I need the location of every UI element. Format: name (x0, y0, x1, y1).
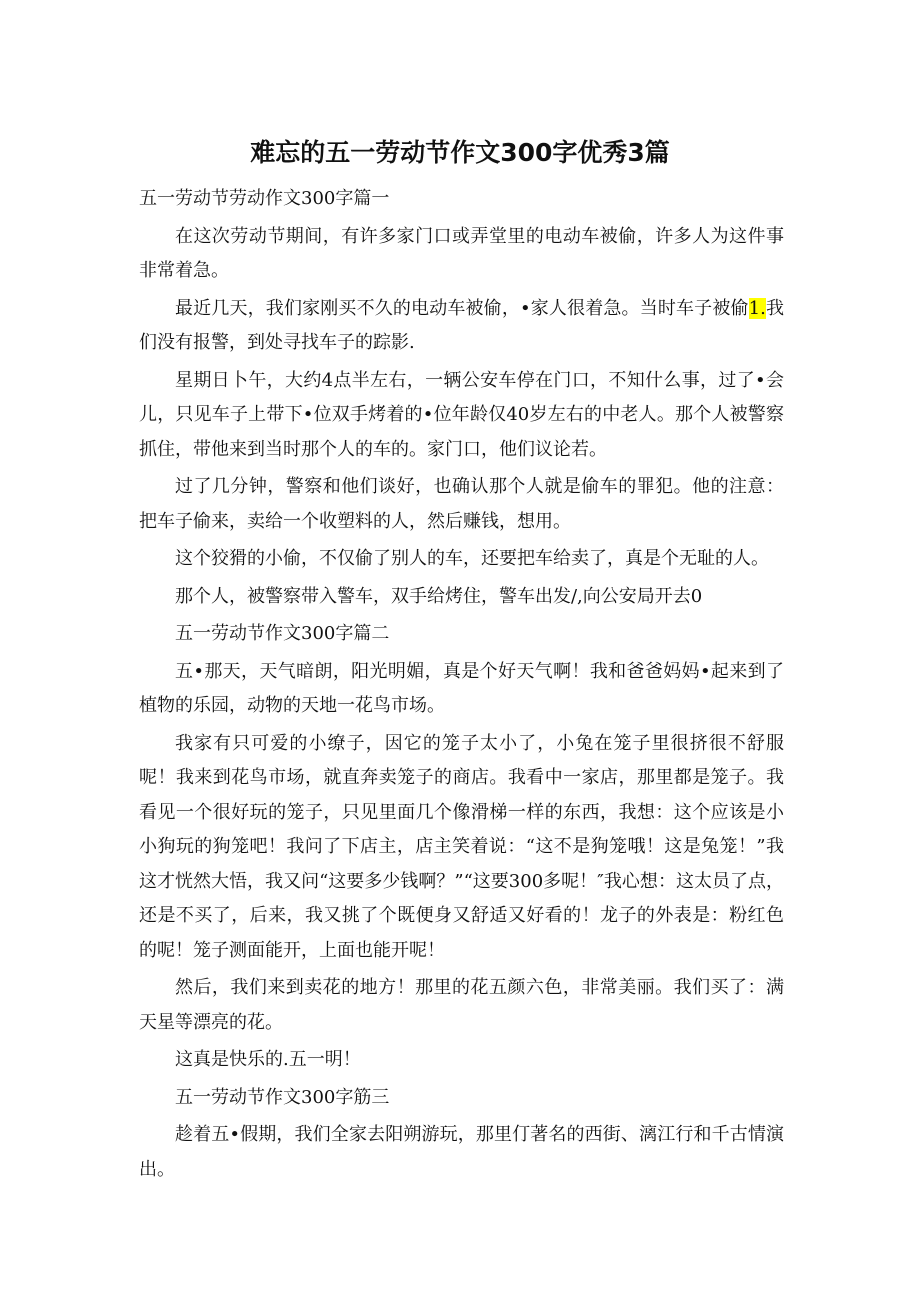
section-1-paragraph-5: 这个狡猾的小偷，不仅偷了别人的车，还要把车给卖了，真是个无耻的人。 (175, 548, 769, 569)
section-2-paragraph-1: 五•那天，天气暗朗，阳光明媚，真是个好天气啊！我和爸爸妈妈•起来到了植物的乐园，动物的天地一花鸟市场。 (139, 660, 784, 716)
section-2-heading: 五一劳动节作文300字篇二 (175, 623, 390, 644)
paragraph-2-text-end: 我们没有报警，到处寻找车子的踪影. (139, 297, 785, 353)
section-1-paragraph-4: 过了几分钟，警察和他们谈好，也确认那个人就是偷车的罪犯。他的注意：把车子偷来，卖给一个收塑料的人，然后赚钱，想用。 (139, 476, 784, 532)
section-3-heading: 五一劳动节作文300字筋三 (175, 1086, 390, 1108)
document-title: 难忘的五一劳动节作文300字优秀3篇 (250, 138, 670, 167)
section-1-paragraph-2 (139, 292, 784, 361)
highlighted-mark: 1. (748, 297, 766, 319)
section-1-paragraph-1: 在这次劳动节期间，有许多家门口或弄堂里的电动车被偷，许多人为这件事非常着急。 (139, 225, 784, 281)
document-body (139, 182, 784, 1187)
paragraph-2-text-start: 最近几天，我们家刚买不久的电动车被偷，•家人很着急。当时车子被偷 (175, 297, 749, 319)
section-2-paragraph-3: 然后，我们来到卖花的地方！那里的花五颜六色，非常美丽。我们买了：满天星等漂亮的花。 (139, 977, 784, 1033)
section-3-paragraph-1: 趁着五•假期，我们全家去阳朔游玩，那里仃著名的西街、漓江行和千古情演出。 (139, 1124, 784, 1180)
section-2-paragraph-4: 这真是快乐的.五一明！ (175, 1049, 361, 1070)
section-1-heading: 五一劳动节劳动作文300字篇一 (139, 188, 390, 209)
section-2-paragraph-2: 我家有只可爱的小缭子，因它的笼子太小了，小兔在笼子里很挤很不舒服呢！我来到花鸟市场，就直奔卖笼子的商店。我看中一家店，那里都是笼子。我看见一个很好玩的笼子，只见里面几个像滑梯一样的东西，我想：这个应该是小小狗玩的狗笼吧！我问了下店主，店主笑着说：“这不是狗笼哦！这是兔笼！”我这才恍然大悟，我又问“这要多少钱啊？”“这要300多呢！″我心想：这太员了点，还是不买了，后来，我又挑了个既便身又舒适又好看的！龙子的外表是：粉红色的呢！笼子测面能开，上面也能开呢！ (139, 732, 784, 961)
section-1-paragraph-3: 星期日卜午，大约4点半左右，一辆公安车停在门口，不知什么事，过了•会儿，只见车子上带下•位双手烤着的•位年龄仅40岁左右的中老人。那个人被警察抓住，带他来到当时那个人的车的。家门口，他们议论若。 (139, 369, 784, 460)
section-1-paragraph-6: 那个人，被警察带入警车，双手给烤住，警车出发/,向公安局开去0 (175, 585, 703, 607)
